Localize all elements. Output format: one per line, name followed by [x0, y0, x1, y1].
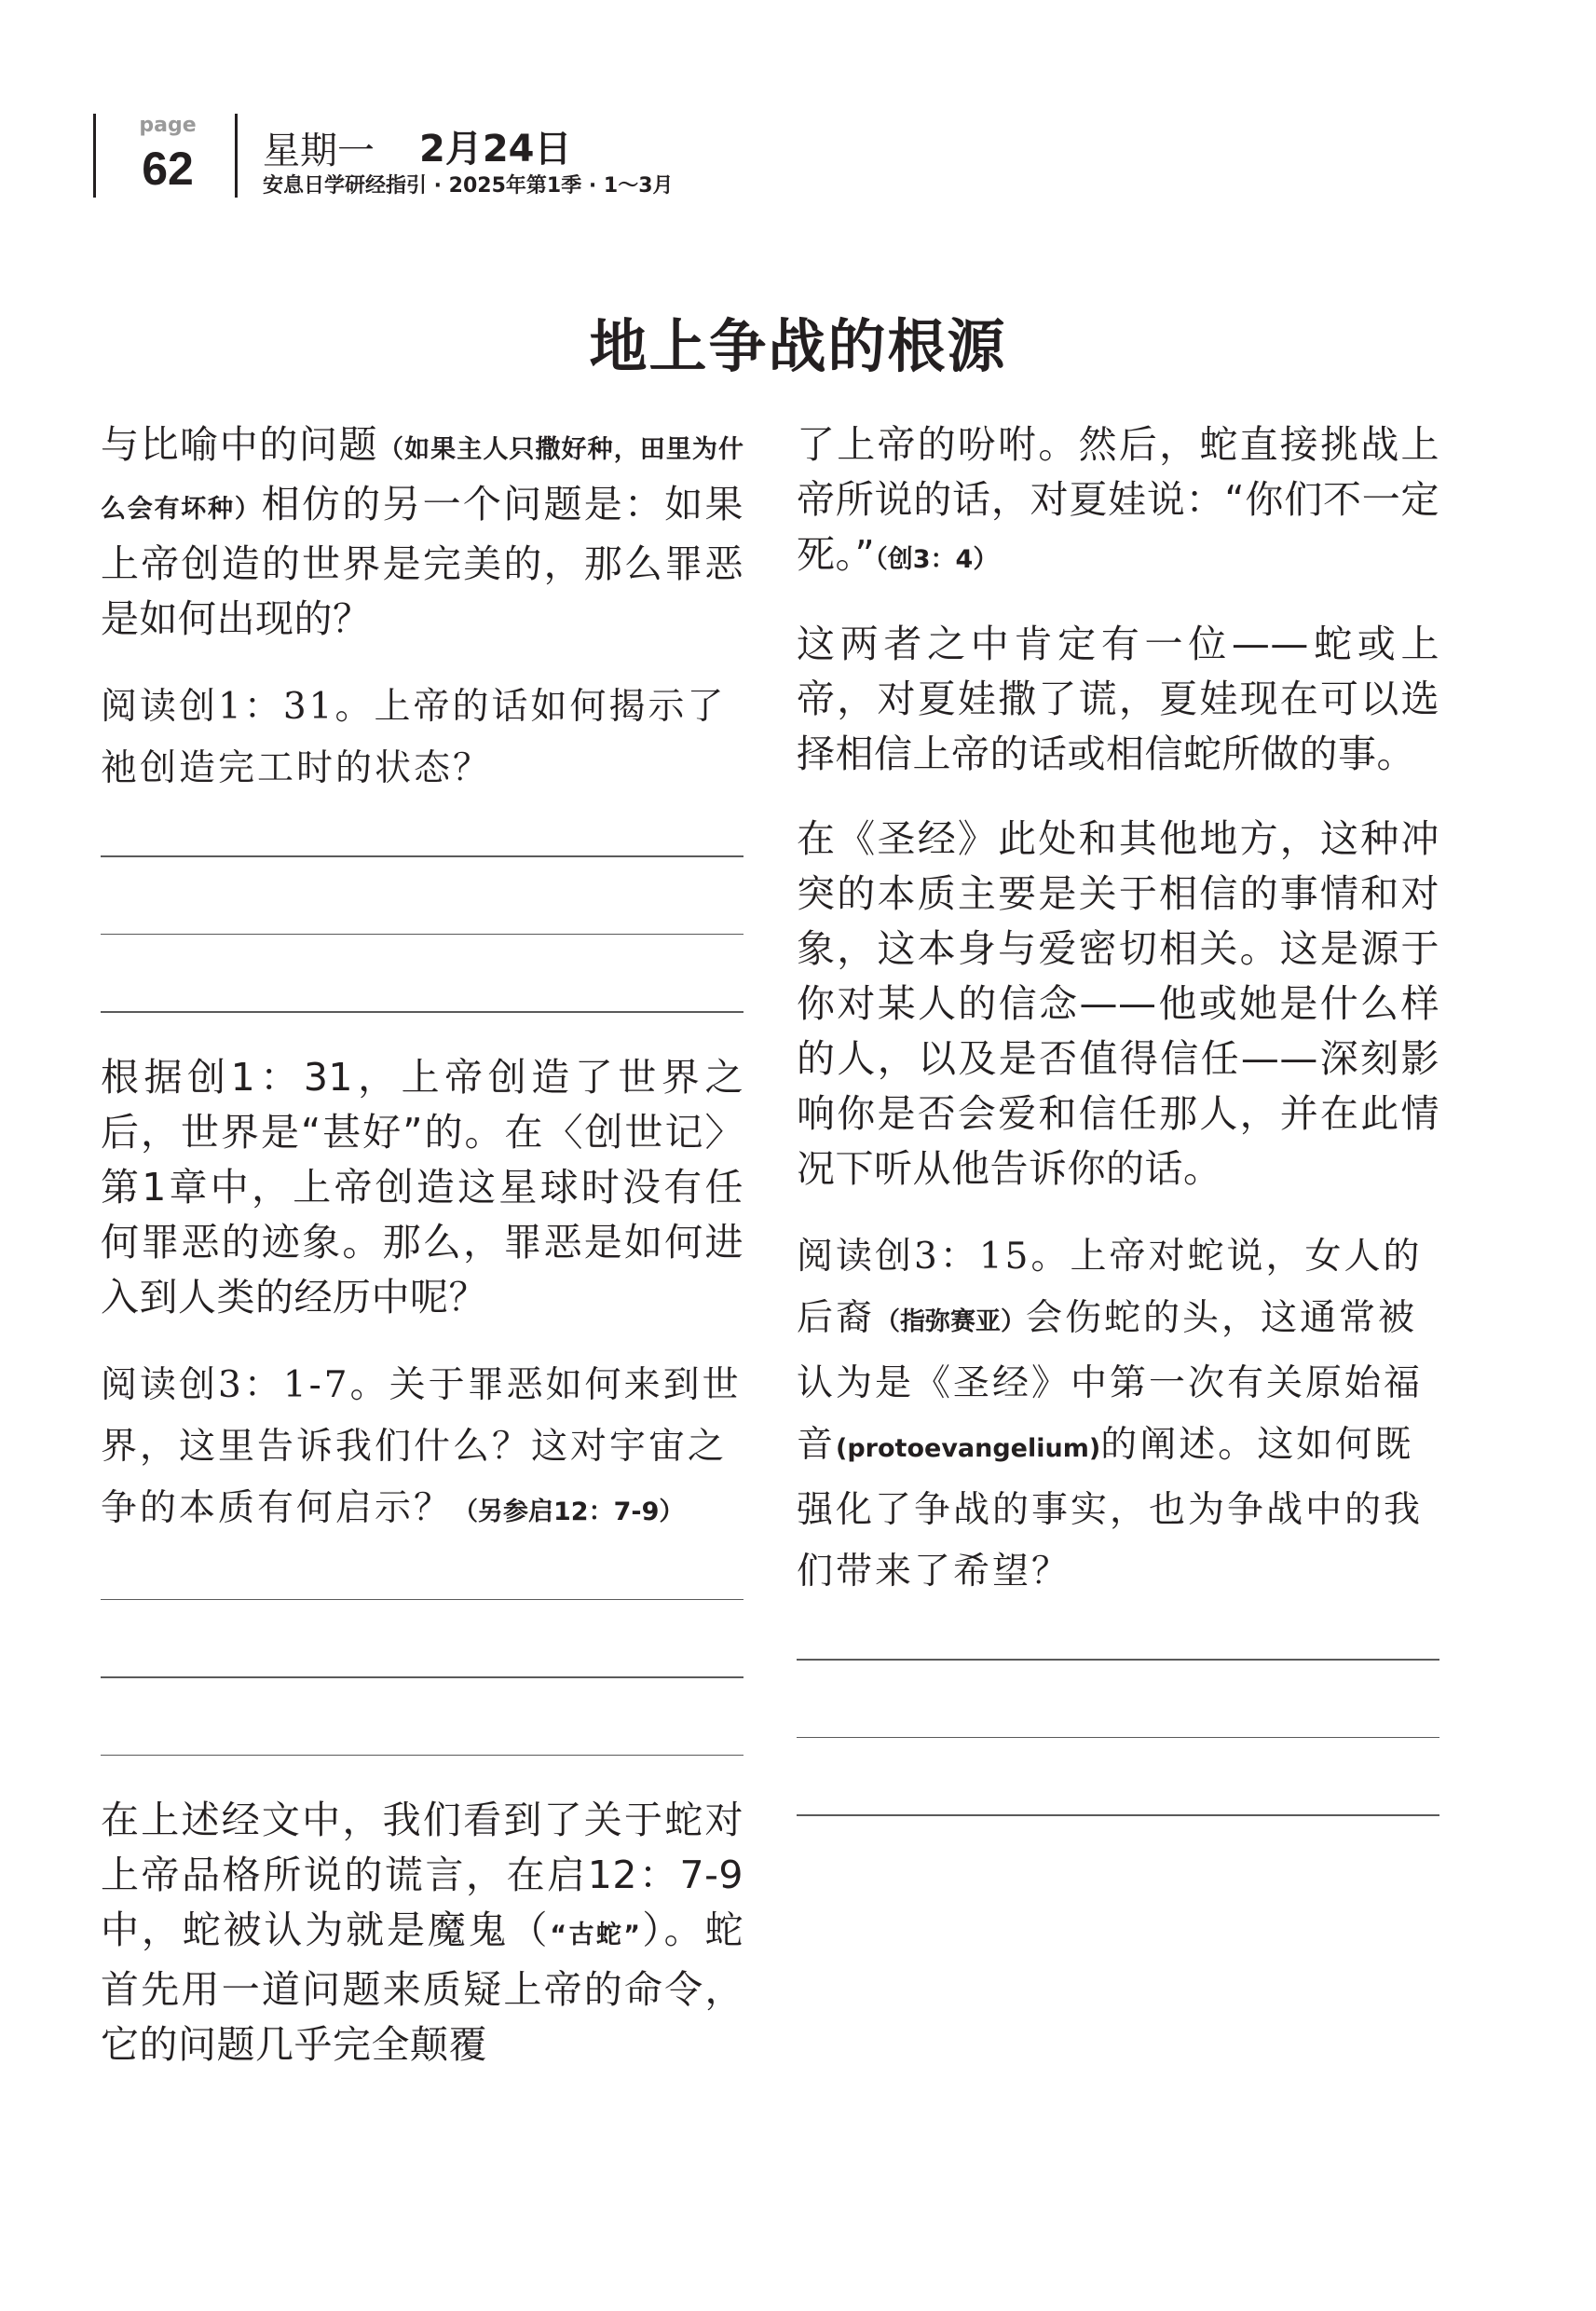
weekday: 星期一	[263, 130, 375, 172]
quote-note: “古蛇”	[550, 1921, 640, 1949]
answer-lines	[101, 855, 743, 1013]
answer-lines	[101, 1599, 743, 1757]
question-text: 阅读创3：15。上帝对蛇说，女人的后裔	[797, 1236, 1423, 1339]
header-divider-left	[93, 114, 96, 198]
answer-line[interactable]	[101, 1599, 743, 1601]
header-divider-right	[235, 114, 238, 198]
answer-lines	[797, 1659, 1439, 1816]
right-column	[797, 417, 1439, 1853]
paragraph	[797, 417, 1439, 587]
page-number: 62	[142, 143, 194, 195]
parenthetical-note: （如果主人只撒好种，田里为什么会有坏种）	[101, 435, 744, 524]
paragraph-text: ）。蛇首先用一道问题来质疑上帝的命令，它的问题几乎完全颠覆	[101, 1908, 744, 2067]
paragraph-text: 与比喻中的问题	[101, 422, 379, 467]
parenthetical-note: （指弥赛亚）	[875, 1307, 1027, 1336]
answer-line[interactable]	[101, 855, 743, 857]
study-question	[797, 1226, 1439, 1603]
left-column	[101, 417, 743, 2102]
paragraph	[101, 1793, 743, 2072]
paragraph: 根据创1：31，上帝创造了世界之后，世界是“甚好”的。在〈创世记〉第1章中，上帝创造这星球时没有任何罪恶的迹象。那么，罪恶是如何进入到人类的经历中呢？	[101, 1054, 743, 1320]
question-text: 会伤蛇的头，这通常被认为是《圣经》中第一次有关原始福音	[797, 1297, 1424, 1466]
answer-line[interactable]	[101, 934, 743, 936]
paragraph-text: 了上帝的吩咐。然后，蛇直接挑战上帝所说的话，对夏娃说：“你们不一定死。”	[797, 422, 1439, 577]
reference-note: （创3：4）	[875, 545, 999, 574]
publication-subtitle: 安息日学研经指引 · 2025年第1季 · 1～3月	[263, 174, 674, 198]
answer-line[interactable]	[797, 1659, 1439, 1661]
paragraph-text: 在上述经文中，我们看到了关于蛇对上帝品格所说的谎言，在启12：7-9中，蛇被认为就是魔鬼（	[101, 1798, 743, 1952]
question-text: 阅读创3：1-7。关于罪恶如何来到世界，这里告诉我们什么？这对宇宙之争的本质有何启示？	[101, 1363, 742, 1529]
answer-line[interactable]	[101, 1676, 743, 1678]
answer-line[interactable]	[101, 1755, 743, 1757]
page-label: page	[139, 114, 197, 137]
answer-line[interactable]	[797, 1814, 1439, 1816]
paragraph	[101, 417, 743, 647]
reference-note: （另参启12：7-9）	[453, 1497, 685, 1526]
answer-line[interactable]	[797, 1737, 1439, 1739]
paragraph-text: 相仿的另一个问题是：如果上帝创造的世界是完美的，那么罪恶是如何出现的？	[101, 482, 744, 641]
paragraph: 在《圣经》此处和其他地方，这种冲突的本质主要是关于相信的事情和对象，这本身与爱密切相关。这是源于你对某人的信念——他或她是什么样的人，以及是否值得信任——深刻影响你是否会爱和信任那人，并在此情况下听从他告诉你的话。	[797, 816, 1439, 1191]
study-question: 阅读创1：31。上帝的话如何揭示了祂创造完工时的状态？	[101, 686, 727, 789]
paragraph: 这两者之中肯定有一位——蛇或上帝，对夏娃撒了谎，夏娃现在可以选择相信上帝的话或相信蛇所做的事。	[797, 622, 1439, 776]
date: 2月24日	[419, 128, 572, 171]
study-question	[101, 1355, 743, 1543]
answer-line[interactable]	[101, 1011, 743, 1013]
latin-term: (protoevangelium)	[836, 1434, 1101, 1463]
question-text: 的阐述。这如何既强化了争战的事实，也为争战中的我们带来了希望？	[797, 1424, 1424, 1593]
lesson-title: 地上争战的根源	[589, 312, 1007, 380]
